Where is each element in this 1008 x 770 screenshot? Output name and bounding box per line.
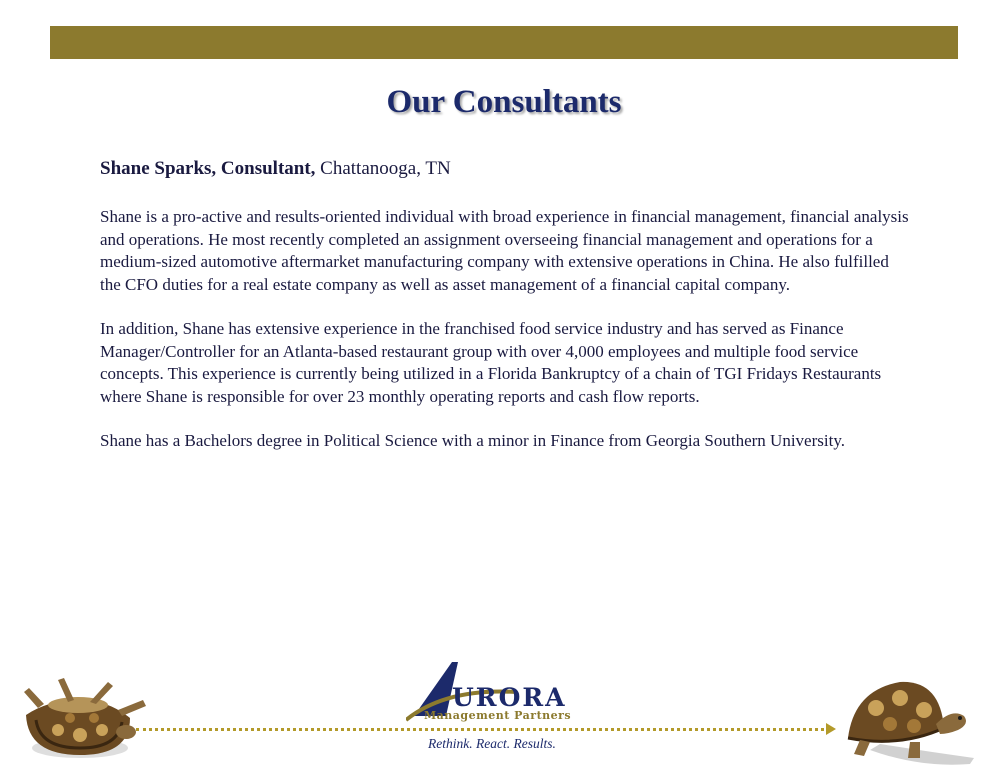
tagline: Rethink. React. Results. bbox=[428, 736, 556, 751]
consultant-heading bbox=[100, 158, 910, 180]
footer bbox=[0, 640, 1008, 768]
consultant-profile bbox=[100, 158, 910, 475]
consultant-name: Shane Sparks, Consultant, bbox=[100, 158, 316, 179]
arrow-head-icon bbox=[826, 723, 836, 735]
turtle-upright-icon bbox=[840, 668, 980, 768]
bio-paragraph-2: In addition, Shane has extensive experience in the franchised food service industry and has served as Finance Manager/Controller for an Atlanta-based restaurant group with over 4,000 employees and multiple food service concepts. This experience is currently being utilized in a Florida Bankruptcy of a chain of TGI Fridays Restaurants where Shane is responsible for over 23 monthly operating reports and cash flow reports. bbox=[100, 319, 882, 406]
consultant-location: Chattanooga, TN bbox=[320, 158, 451, 179]
turtle-upside-down-icon bbox=[18, 660, 158, 770]
logo-wordmark: URORA bbox=[452, 683, 567, 712]
page-title: Our Consultants bbox=[386, 84, 622, 120]
bio-paragraph-1: Shane is a pro-active and results-oriented individual with broad experience in financial management, financial analysis and operations. He most recently completed an assignment overseeing financial management and operations for a medium-sized automotive aftermarket manufacturing company with extensive operations in China. He also fulfilled the CFO duties for a real estate company as well as asset management of a financial capital company. bbox=[100, 207, 909, 294]
header-bar bbox=[50, 26, 958, 59]
logo-subtitle: Management Partners bbox=[424, 709, 572, 722]
bio-paragraph-3: Shane has a Bachelors degree in Political Science with a minor in Finance from Georgia Southern University. bbox=[100, 431, 845, 450]
